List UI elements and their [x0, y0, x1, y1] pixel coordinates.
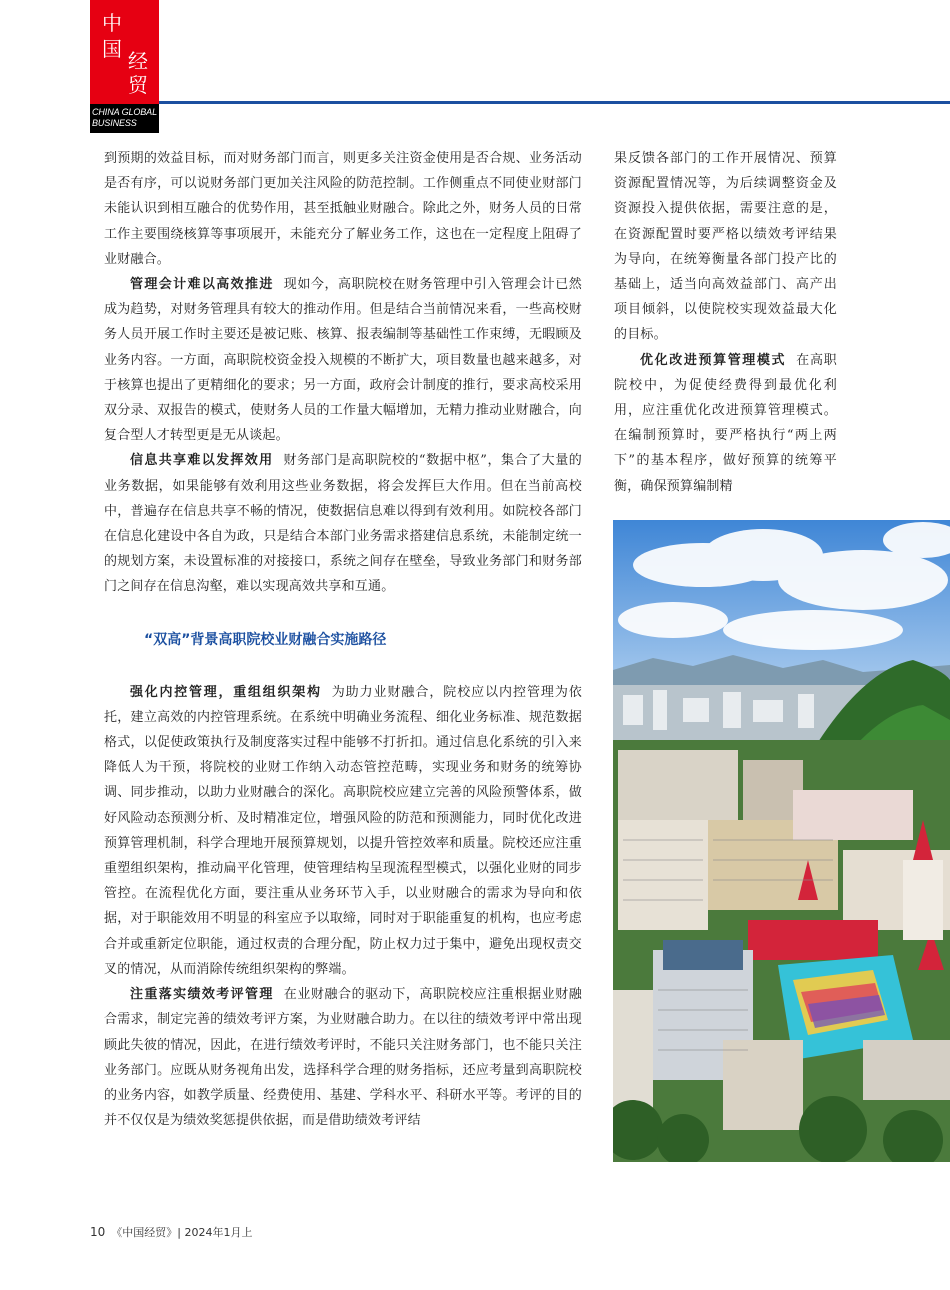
right-column — [614, 146, 837, 499]
footer-text: 《中国经贸》| 2024年1月上 — [111, 1226, 253, 1239]
left-column — [104, 146, 582, 1133]
logo-english-block — [90, 104, 159, 133]
paragraph — [104, 448, 582, 599]
paragraph-body: 为助力业财融合，院校应以内控管理为依托，建立高效的内控管理系统。在系统中明确业务流程、细化业务标准、规范数据格式，以促使政策执行及制度落实过程中能够不打折扣。通过信息化系统的引入来降低人为干预，将院校的业财工作纳入动态管控范畴，实现业务和财务的统筹协调、同步推动，以助力业财融合的深化。高职院校应建立完善的风险预警体系，做好风险动态预测分析、及时精准定位，增强风险的防范和预测能力，同时优化改进预算管理机制，科学合理地开展预算规划，以提升管控效率和质量。院校还应注重重塑组织架构，推动扁平化管理，使管理结构呈现流程型模式，以强化业财的同步管控。在流程优化方面，要注重从业务环节入手，以业财融合的需求为导向和依据，对于职能效用不明显的科室应予以取缔，同时对于职能重复的机构，也应考虑合并或重新定位职能，通过权责的合理分配，防止权力过于集中，避免出现权责交叉的情况，从而消除传统组织架构的弊端。 — [104, 684, 582, 977]
page-footer — [90, 1224, 252, 1240]
campus-illustration — [613, 520, 950, 1162]
header-rule — [159, 101, 950, 104]
paragraph-lead: 注重落实绩效考评管理 — [130, 987, 274, 1003]
magazine-logo — [90, 0, 159, 104]
logo-char-2: 国 — [102, 37, 122, 61]
paragraph-lead: 信息共享难以发挥效用 — [130, 453, 274, 469]
paragraph-body: 在业财融合的驱动下，高职院校应注重根据业财融合需求，制定完善的绩效考评方案，为业财融合助力。在以往的绩效考评中常出现顾此失彼的情况，因此，在进行绩效考评时，不能只关注财务部门，也不能只关注业务部门。应既从财务视角出发，选择科学合理的财务指标，还应考量到高职院校的业务内容，如教学质量、经费使用、基建、学科水平、科研水平等。考评的目的并不仅仅是为绩效奖惩提供依据，而是借助绩效考评结 — [104, 987, 582, 1129]
paragraph-body: 财务部门是高职院校的“数据中枢”，集合了大量的业务数据，如果能够有效利用这些业务数据，将会发挥巨大作用。但在当前高校中，普遍存在信息共享不畅的情况，使数据信息难以得到有效利用。如院校各部门在信息化建设中各自为政，只是结合本部门业务需求搭建信息系统，未能制定统一的规划方案，未设置标准的对接接口，系统之间存在壁垒，导致业务部门和财务部门之间存在信息沟壑，难以实现高效共享和互通。 — [104, 453, 582, 595]
paragraph — [614, 348, 837, 499]
campus-aerial-photo — [613, 520, 950, 1162]
paragraph: 果反馈各部门的工作开展情况、预算资源配置情况等，为后续调整资金及资源投入提供依据，需要注意的是，在资源配置时要严格以绩效考评结果为导向，在统筹衡量各部门投产比的基础上，适当向高效益部门、高产出项目倾斜，以使院校实现效益最大化的目标。 — [614, 151, 837, 343]
paragraph-lead: 强化内控管理，重组组织架构 — [130, 684, 322, 700]
paragraph-lead: 管理会计难以高效推进 — [130, 277, 274, 293]
paragraph-body: 在高职院校中，为促使经费得到最优化利用，应注重优化改进预算管理模式。在编制预算时，要严格执行“两上两下”的基本程序，做好预算的统筹平衡，确保预算编制精 — [614, 352, 837, 494]
paragraph: 到预期的效益目标，而对财务部门而言，则更多关注资金使用是否合规、业务活动是否有序，可以说财务部门更加关注风险的防范控制。工作侧重点不同使业财部门未能认识到相互融合的优势作用，甚至抵触业财融合。除此之外，财务人员的日常工作主要围绕核算等事项展开，未能充分了解业务工作，这也在一定程度上阻碍了业财融合。 — [104, 151, 582, 267]
paragraph-lead: 优化改进预算管理模式 — [640, 352, 787, 368]
paragraph-body: 现如今，高职院校在财务管理中引入管理会计已然成为趋势，对财务管理具有较大的推动作用。但是结合当前情况来看，一些高校财务人员开展工作时主要还是被记账、核算、报表编制等基础性工作束缚，无暇顾及业务内容。一方面，高职院校资金投入规模的不断扩大，项目数量也越来越多，对于核算也提出了更精细化的要求；另一方面，政府会计制度的推行，要求高校采用双分录、双报告的模式，使财务人员的工作量大幅增加，无精力推动业财融合，向复合型人才转型更是无从谈起。 — [104, 277, 582, 444]
logo-char-1: 中 — [102, 11, 122, 35]
paragraph — [104, 680, 582, 982]
paragraph — [104, 272, 582, 448]
page-number: 10 — [90, 1225, 106, 1239]
section-heading: “双高”背景高职院校业财融合实施路径 — [144, 631, 387, 648]
paragraph — [104, 982, 582, 1133]
logo-char-4: 贸 — [128, 73, 148, 97]
logo-char-3: 经 — [128, 49, 148, 73]
logo-english-line1: CHINA GLOBAL — [92, 107, 157, 117]
logo-english-line2: BUSINESS — [92, 118, 137, 128]
